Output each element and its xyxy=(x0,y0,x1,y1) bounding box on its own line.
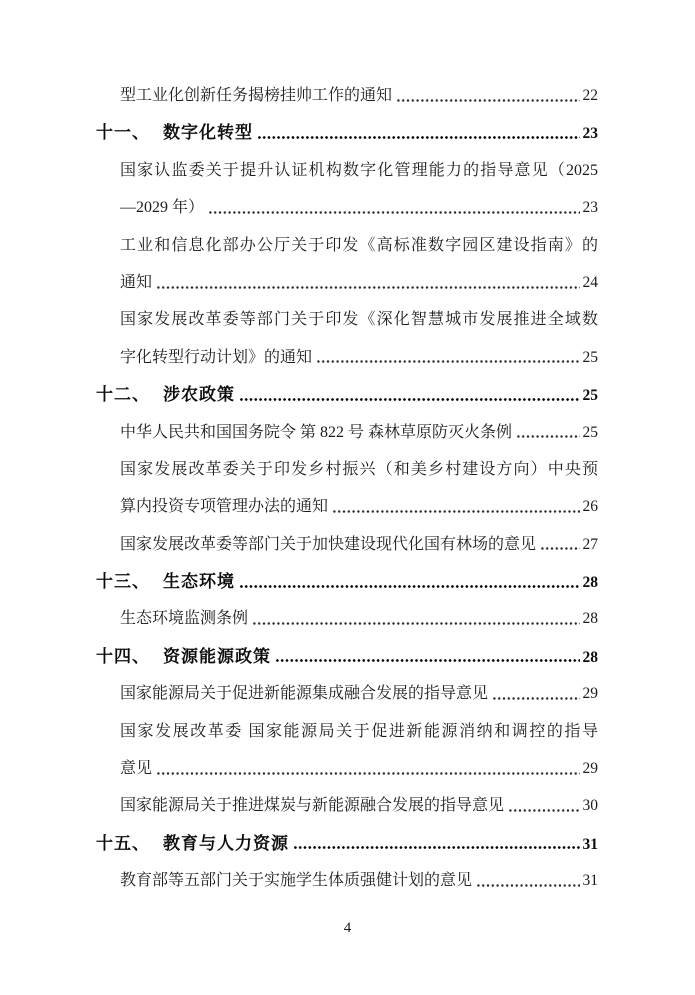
dot-leader xyxy=(156,264,579,301)
dot-leader xyxy=(252,600,579,637)
toc-entry-row[interactable] xyxy=(96,526,598,563)
toc-page-number: 25 xyxy=(582,387,598,405)
toc-heading-number: 十五、 xyxy=(96,833,150,853)
toc-entry-row[interactable] xyxy=(96,264,598,301)
toc-entry-text: 算内投资专项管理办法的通知 xyxy=(120,498,329,516)
toc-page-number: 29 xyxy=(582,760,598,778)
dot-leader xyxy=(239,563,580,600)
toc-entry-row[interactable] xyxy=(96,339,598,376)
dot-leader xyxy=(293,825,580,862)
toc-page-number: 23 xyxy=(582,199,598,217)
toc-entry-row[interactable] xyxy=(96,189,598,226)
footer-page-number: 4 xyxy=(343,919,352,936)
toc-entry-text: 工业和信息化部办公厅关于印发《高标准数字园区建设指南》的 xyxy=(120,236,598,254)
toc-entry-text: 字化转型行动计划》的通知 xyxy=(120,348,313,366)
toc-entry-row[interactable] xyxy=(96,77,598,114)
dot-leader xyxy=(239,376,580,413)
page-footer xyxy=(0,910,695,946)
toc-heading-row[interactable] xyxy=(96,376,598,413)
toc-entry-row[interactable] xyxy=(96,787,598,824)
dot-leader xyxy=(396,77,579,114)
toc-entry-text: 意见 xyxy=(120,760,153,778)
toc-entry-text: 国家发展改革委等部门关于加快建设现代化国有林场的意见 xyxy=(120,535,537,553)
toc-entry-text: 国家发展改革委等部门关于印发《深化智慧城市发展推进全域数 xyxy=(120,311,598,329)
toc-entry-row[interactable] xyxy=(96,301,598,338)
toc-page-number: 27 xyxy=(582,535,598,553)
toc-entry-text: 国家能源局关于推进煤炭与新能源融合发展的指导意见 xyxy=(120,797,505,815)
toc-page-number: 30 xyxy=(582,797,598,815)
toc-page-number: 22 xyxy=(582,87,598,104)
toc-page-number: 28 xyxy=(582,648,598,666)
toc-heading-row[interactable] xyxy=(96,825,598,862)
toc-heading-title: 资源能源政策 xyxy=(163,646,271,666)
toc-page-number: 29 xyxy=(582,685,598,703)
dot-leader xyxy=(156,750,579,787)
toc-entry-row[interactable] xyxy=(96,862,598,899)
dot-leader xyxy=(516,414,579,451)
toc-entry-text: 国家能源局关于促进新能源集成融合发展的指导意见 xyxy=(120,685,489,703)
toc-page-number: 28 xyxy=(582,574,598,592)
toc-heading-number: 十四、 xyxy=(96,646,150,666)
toc-list xyxy=(0,77,695,900)
toc-entry-text: 教育部等五部门关于实施学生体质强健计划的意见 xyxy=(120,872,473,890)
toc-heading-number: 十三、 xyxy=(96,572,150,592)
toc-heading-number: 十二、 xyxy=(96,385,150,405)
dot-leader xyxy=(508,787,579,824)
toc-entry-text: 国家认监委关于提升认证机构数字化管理能力的指导意见（2025 xyxy=(120,161,598,179)
toc-entry-text: —2029 年） xyxy=(120,199,205,217)
toc-heading-number: 十一、 xyxy=(96,123,150,143)
toc-heading-row[interactable] xyxy=(96,563,598,600)
toc-heading-title: 数字化转型 xyxy=(163,123,253,143)
toc-page-number: 25 xyxy=(582,348,598,366)
dot-leader xyxy=(257,114,580,151)
toc-page-number: 31 xyxy=(582,872,598,890)
toc-entry-text: 通知 xyxy=(120,273,153,291)
toc-entry-text: 国家发展改革委 国家能源局关于促进新能源消纳和调控的指导 xyxy=(120,722,598,740)
toc-heading-row[interactable] xyxy=(96,114,598,151)
toc-page-number: 25 xyxy=(582,423,598,441)
dot-leader xyxy=(332,488,579,525)
toc-page-number: 26 xyxy=(582,498,598,516)
toc-entry-row[interactable] xyxy=(96,750,598,787)
toc-heading-row[interactable] xyxy=(96,638,598,675)
toc-entry-row[interactable] xyxy=(96,227,598,264)
dot-leader xyxy=(275,638,580,675)
toc-entry-text: 生态环境监测条例 xyxy=(120,610,249,628)
toc-page-number: 24 xyxy=(582,273,598,291)
toc-heading-title: 生态环境 xyxy=(163,572,235,592)
toc-entry-text: 中华人民共和国国务院令 第 822 号 森林草原防灭火条例 xyxy=(120,423,513,441)
toc-entry-row[interactable] xyxy=(96,488,598,525)
toc-entry-row[interactable] xyxy=(96,152,598,189)
toc-entry-text: 国家发展改革委关于印发乡村振兴（和美乡村建设方向）中央预 xyxy=(120,460,598,478)
toc-page-number: 31 xyxy=(582,835,598,853)
dot-leader xyxy=(492,675,579,712)
dot-leader xyxy=(316,339,579,376)
toc-entry-row[interactable] xyxy=(96,414,598,451)
toc-page-number: 23 xyxy=(582,125,598,143)
toc-heading-title: 教育与人力资源 xyxy=(163,833,289,853)
dot-leader xyxy=(208,189,579,226)
dot-leader xyxy=(476,862,579,899)
toc-entry-row[interactable] xyxy=(96,600,598,637)
toc-entry-row[interactable] xyxy=(96,451,598,488)
toc-entry-row[interactable] xyxy=(96,675,598,712)
toc-page-number: 28 xyxy=(582,610,598,628)
toc-entry-row[interactable] xyxy=(96,713,598,750)
toc-entry-text: 型工业化创新任务揭榜挂帅工作的通知 xyxy=(120,87,393,104)
dot-leader xyxy=(540,526,579,563)
toc-heading-title: 涉农政策 xyxy=(163,385,235,405)
